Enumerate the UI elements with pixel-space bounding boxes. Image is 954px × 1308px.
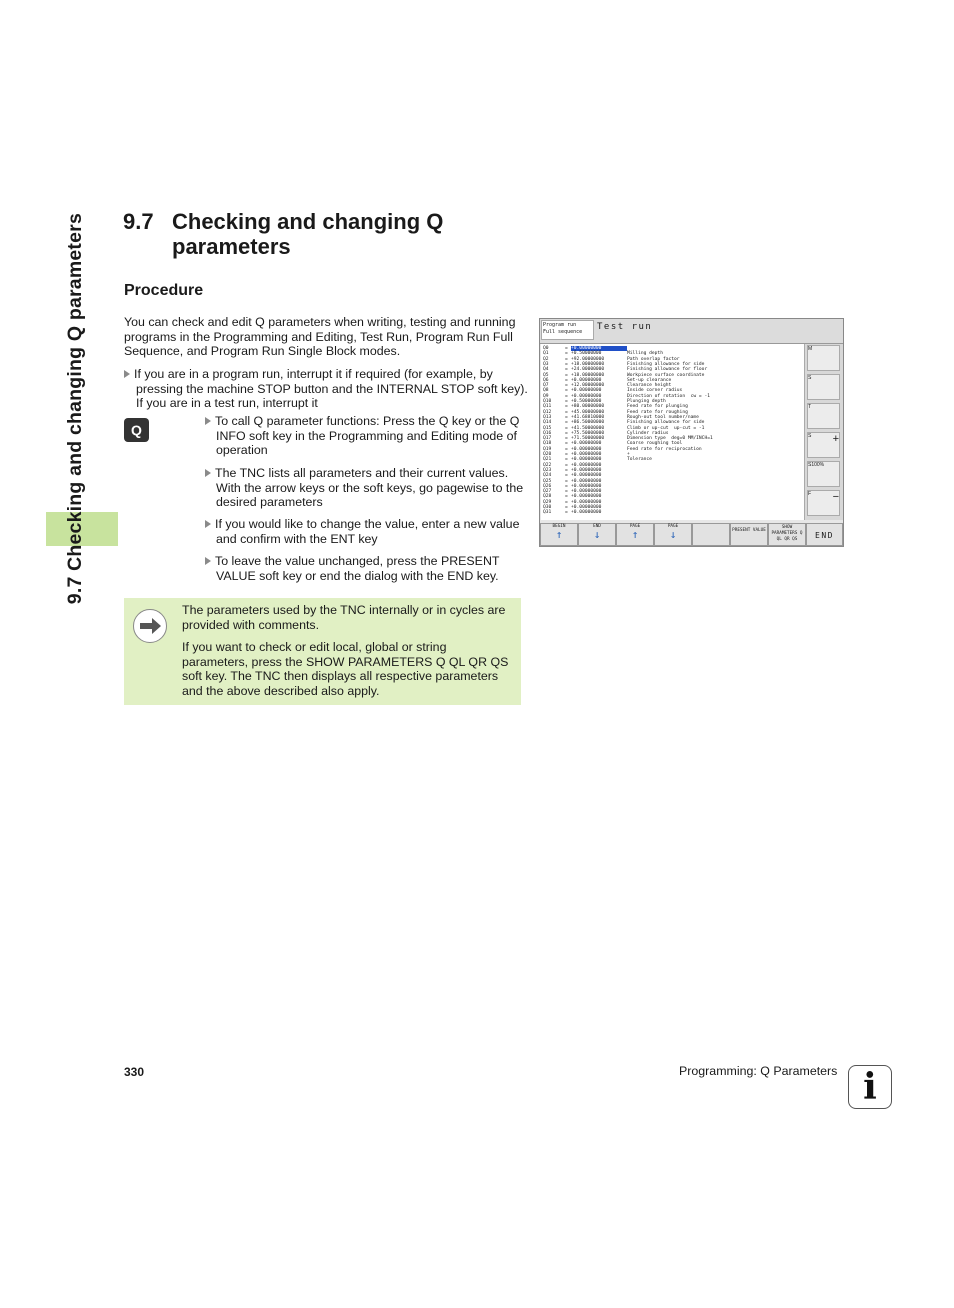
q-name: Q22 bbox=[543, 462, 552, 468]
empty-softkey[interactable] bbox=[692, 523, 730, 546]
q-parameter-row[interactable]: Q21 = +0.00000000 Tolerance bbox=[543, 457, 652, 463]
q-parameter-row[interactable]: Q23 = +0.00000000 bbox=[543, 468, 627, 473]
q-comment: Milling depth bbox=[627, 351, 663, 357]
page-up-softkey[interactable]: PAGE ↑ bbox=[616, 523, 654, 546]
q-name: Q17 bbox=[543, 436, 552, 442]
q-parameter-row[interactable]: Q26 = +0.00000000 bbox=[543, 484, 627, 489]
page-number: 330 bbox=[124, 1065, 145, 1079]
screen-header bbox=[540, 319, 843, 344]
arrow-down-icon: ↓ bbox=[593, 528, 601, 541]
q-name: Q19 bbox=[543, 446, 552, 452]
triangle-bullet-icon bbox=[205, 417, 211, 425]
present-value-softkey[interactable]: PRESENT VALUE bbox=[730, 523, 768, 546]
q-comment: Feed rate for roughing bbox=[627, 409, 688, 415]
note-text-2: If you want to check or edit local, global or string parameters, press the SHOW PARAMETERS Q QL QR QS soft key. The TNC then displays all respective parameters and the above described also apply. bbox=[182, 640, 509, 698]
q-value: +0.00000000 bbox=[571, 473, 602, 479]
q-name: Q23 bbox=[543, 467, 552, 473]
q-key-icon: Q bbox=[124, 418, 149, 442]
q-value: +0.00000000 bbox=[571, 446, 602, 452]
subsection-heading: Procedure bbox=[124, 282, 204, 299]
q-name: Q9 bbox=[543, 393, 549, 399]
feed-minus-button[interactable]: F − bbox=[807, 490, 840, 516]
triangle-bullet-icon bbox=[124, 370, 130, 378]
q-comment: Dimension type deg=0 MM/INCH=1 bbox=[627, 436, 713, 442]
q-comment: Clearance height bbox=[627, 383, 672, 389]
info-icon: i bbox=[848, 1065, 892, 1109]
q-parameter-list[interactable] bbox=[541, 344, 804, 520]
q-name: Q3 bbox=[543, 361, 549, 367]
q-value: +0.00000000 bbox=[571, 499, 602, 505]
triangle-bullet-icon bbox=[205, 520, 211, 528]
side-title-text: 9.7 Checking and changing Q parameters bbox=[64, 213, 86, 605]
bullet-item bbox=[124, 367, 528, 411]
q-value: +86.50000000 bbox=[571, 420, 605, 426]
q-value: +0.00000000 bbox=[571, 393, 602, 399]
q-parameter-row[interactable]: Q15 = +41.50000000 Climb or up-cut up-cut = -1 bbox=[543, 425, 705, 431]
section-title: Checking and changing Q parameters bbox=[172, 209, 444, 259]
q-name: Q11 bbox=[543, 404, 552, 410]
q-value: +45.00000000 bbox=[571, 409, 605, 415]
q-parameter-row[interactable]: Q22 = +0.00000000 bbox=[543, 463, 627, 468]
q-name: Q6 bbox=[543, 377, 549, 383]
q-comment: Finishing allowance for floor bbox=[627, 367, 708, 373]
q-parameter-row[interactable]: Q20 = +0.00000000 + bbox=[543, 452, 630, 457]
bullet-item bbox=[205, 554, 530, 583]
bullet-text: If you would like to change the value, enter a new value and confirm with the ENT key bbox=[215, 517, 520, 546]
bullet-text: To call Q parameter functions: Press the Q key or the Q INFO soft key in the Programming and Editing mode of operation bbox=[215, 414, 520, 457]
q-name: Q29 bbox=[543, 499, 552, 505]
q-parameter-row[interactable]: Q1 = +0.50000000 Milling depth bbox=[543, 351, 663, 357]
q-name: Q21 bbox=[543, 457, 552, 463]
end-page-softkey[interactable]: END ↓ bbox=[578, 523, 616, 546]
intro-paragraph: You can check and edit Q parameters when writing, testing and running programs in the Programming and Editing, Test Run, Program Run Full Sequence, and Program Run Single Block modes. bbox=[124, 315, 516, 358]
q-parameter-row[interactable]: Q17 = +71.50000000 Dimension type deg=0 MM/INCH=1 bbox=[543, 436, 713, 442]
bullet-text: To leave the value unchanged, press the PRESENT VALUE soft key or end the dialog with the END key. bbox=[215, 554, 500, 583]
q-comment: Plunging depth bbox=[627, 399, 666, 404]
tnc-screenshot bbox=[539, 318, 844, 547]
q-parameter-row[interactable]: Q16 = +75.50000000 Cylinder radius bbox=[543, 430, 669, 436]
q-parameter-row[interactable]: Q27 = +0.00000000 bbox=[543, 489, 627, 494]
q-comment: Rough-out tool number/name bbox=[627, 414, 699, 420]
q-value: +0.00000000 bbox=[571, 494, 602, 500]
q-parameter-row[interactable]: Q31 = +0.00000000 bbox=[543, 510, 627, 515]
q-name: Q31 bbox=[543, 510, 552, 516]
mode-line-1: Program run bbox=[543, 322, 577, 328]
q-parameter-row[interactable]: Q6 = +0.00000000 Set-up clearance bbox=[543, 377, 672, 383]
q-value: +0.00000000 bbox=[571, 452, 602, 457]
triangle-bullet-icon bbox=[205, 557, 211, 565]
q-value: +0.00000000 bbox=[571, 346, 627, 351]
chapter-footer: Programming: Q Parameters bbox=[679, 1064, 838, 1078]
q-name: Q2 bbox=[543, 356, 549, 362]
q-name: Q12 bbox=[543, 409, 552, 415]
q-value: +75.50000000 bbox=[571, 430, 605, 436]
q-parameter-row[interactable]: Q7 = +12.00000000 Clearance height bbox=[543, 383, 672, 389]
q-value: +0.50000000 bbox=[571, 351, 602, 357]
q-name: Q10 bbox=[543, 399, 552, 404]
q-value: +24.00000000 bbox=[571, 367, 605, 373]
bullet-item bbox=[205, 466, 530, 510]
q-value: +0.00000000 bbox=[571, 462, 602, 468]
q-name: Q4 bbox=[543, 367, 549, 373]
q-comment: Workpiece surface coordinate bbox=[627, 372, 705, 378]
q-parameter-row[interactable]: Q4 = +24.00000000 Finishing allowance for floor bbox=[543, 367, 708, 373]
q-parameter-row[interactable]: Q11 = +80.00000000 Feed rate for plunging bbox=[543, 404, 688, 410]
q-parameter-row[interactable]: Q2 = +92.00000000 Path overlap factor bbox=[543, 356, 680, 362]
q-value: +0.50000000 bbox=[571, 399, 602, 404]
q-parameter-row[interactable]: Q13 = +41.68810000 Rough-out tool number/name bbox=[543, 414, 699, 420]
q-name: Q15 bbox=[543, 425, 552, 431]
q-parameter-row[interactable]: Q0 = +0.00000000 bbox=[543, 346, 627, 351]
q-name: Q24 bbox=[543, 473, 552, 479]
q-parameter-row[interactable]: Q24 = +0.00000000 bbox=[543, 473, 627, 478]
q-parameter-row[interactable]: Q29 = +0.00000000 bbox=[543, 500, 627, 505]
q-value: +71.50000000 bbox=[571, 436, 605, 442]
section-heading bbox=[123, 209, 523, 259]
q-comment: Path overlap factor bbox=[627, 356, 680, 362]
end-softkey[interactable]: END bbox=[806, 523, 843, 546]
q-name: Q8 bbox=[543, 388, 549, 394]
q-name: Q25 bbox=[543, 478, 552, 484]
arrow-up-icon: ↑ bbox=[555, 528, 563, 541]
q-comment: Climb or up-cut up-cut = -1 bbox=[627, 425, 705, 431]
q-value: +18.00000000 bbox=[571, 361, 605, 367]
q-name: Q20 bbox=[543, 452, 552, 457]
mode-box bbox=[541, 320, 594, 340]
q-value: +92.00000000 bbox=[571, 356, 605, 362]
q-name: Q0 bbox=[543, 346, 549, 351]
spindle-plus-button[interactable]: S + bbox=[807, 432, 840, 458]
q-parameter-row[interactable]: Q12 = +45.00000000 Feed rate for roughing bbox=[543, 409, 688, 415]
q-comment: Inside corner radius bbox=[627, 388, 683, 394]
q-value: +0.00000000 bbox=[571, 489, 602, 495]
q-parameter-row[interactable]: Q19 = +0.00000000 Feed rate for reciprocation bbox=[543, 446, 702, 452]
section-number: 9.7 bbox=[123, 209, 154, 234]
q-comment: Coarse roughing tool bbox=[627, 441, 683, 447]
q-name: Q28 bbox=[543, 494, 552, 500]
q-name: Q27 bbox=[543, 489, 552, 495]
q-name: Q30 bbox=[543, 505, 552, 510]
q-value: +0.00000000 bbox=[571, 510, 602, 516]
bullet-item bbox=[205, 414, 530, 458]
q-value: +0.00000000 bbox=[571, 441, 602, 447]
softkey-bar bbox=[540, 523, 843, 546]
q-name: Q14 bbox=[543, 420, 552, 426]
q-comment: Set-up clearance bbox=[627, 377, 672, 383]
q-value: +0.00000000 bbox=[571, 505, 602, 510]
q-name: Q16 bbox=[543, 430, 552, 436]
bullet-text: The TNC lists all parameters and their current values. With the arrow keys or the soft keys, go pagewise to the desired parameters bbox=[215, 466, 524, 509]
begin-softkey[interactable]: BEGIN ↑ bbox=[540, 523, 578, 546]
q-parameter-row[interactable]: Q5 = +18.00000000 Workpiece surface coordinate bbox=[543, 372, 705, 378]
q-value: +41.50000000 bbox=[571, 425, 605, 431]
q-value: +0.00000000 bbox=[571, 457, 602, 463]
mode-line-2: Full sequence bbox=[543, 329, 583, 335]
q-parameter-row[interactable]: Q8 = +0.00000000 Inside corner radius bbox=[543, 388, 683, 394]
q-comment: Cylinder radius bbox=[627, 430, 669, 436]
q-parameter-row[interactable]: Q30 = +0.00000000 bbox=[543, 505, 627, 510]
tool-button[interactable]: T bbox=[807, 403, 840, 429]
q-comment: Feed rate for reciprocation bbox=[627, 446, 702, 452]
q-comment: Tolerance bbox=[627, 457, 652, 463]
show-parameters-softkey[interactable]: SHOW PARAMETERS Q QL QR QS bbox=[768, 523, 806, 546]
arrow-down-icon: ↓ bbox=[669, 528, 677, 541]
q-parameter-row[interactable]: Q9 = +0.00000000 Direction of rotation cw = -1 bbox=[543, 393, 710, 399]
q-value: +0.00000000 bbox=[571, 377, 602, 383]
q-name: Q5 bbox=[543, 372, 549, 378]
q-comment: Finishing allowance for side bbox=[627, 420, 705, 426]
q-value: +0.00000000 bbox=[571, 478, 602, 484]
mode-title: Test run bbox=[597, 322, 653, 332]
q-comment: Finishing allowance for side bbox=[627, 361, 705, 367]
note-text-1: The parameters used by the TNC internally or in cycles are provided with comments. bbox=[182, 603, 506, 632]
q-comment: + bbox=[627, 452, 630, 457]
page-down-softkey[interactable]: PAGE ↓ bbox=[654, 523, 692, 546]
q-name: Q7 bbox=[543, 383, 549, 389]
q-parameter-row[interactable]: Q14 = +86.50000000 Finishing allowance for side bbox=[543, 420, 705, 426]
triangle-bullet-icon bbox=[205, 469, 211, 477]
q-name: Q1 bbox=[543, 351, 549, 357]
m-function-button[interactable]: M bbox=[807, 345, 840, 371]
spindle-button[interactable]: S bbox=[807, 374, 840, 400]
q-value: +41.68810000 bbox=[571, 414, 605, 420]
q-value: +0.00000000 bbox=[571, 388, 602, 394]
q-value: +80.00000000 bbox=[571, 404, 605, 410]
q-parameter-row[interactable]: Q25 = +0.00000000 bbox=[543, 479, 627, 484]
q-parameter-row[interactable]: Q28 = +0.00000000 bbox=[543, 494, 627, 499]
spindle-override-button[interactable]: S100% bbox=[807, 461, 840, 487]
q-value: +18.00000000 bbox=[571, 372, 605, 378]
q-value: +0.00000000 bbox=[571, 483, 602, 489]
q-comment: Feed rate for plunging bbox=[627, 404, 688, 410]
bullet-item bbox=[205, 517, 530, 546]
q-parameter-row[interactable]: Q18 = +0.00000000 Coarse roughing tool bbox=[543, 441, 683, 447]
q-parameter-row[interactable]: Q3 = +18.00000000 Finishing allowance for side bbox=[543, 361, 705, 367]
q-comment: Direction of rotation cw = -1 bbox=[627, 393, 710, 399]
right-softkey-column bbox=[804, 344, 843, 520]
arrow-up-icon: ↑ bbox=[631, 528, 639, 541]
q-name: Q18 bbox=[543, 441, 552, 447]
q-name: Q26 bbox=[543, 483, 552, 489]
q-value: +12.00000000 bbox=[571, 383, 605, 389]
q-name: Q13 bbox=[543, 414, 552, 420]
q-parameter-row[interactable]: Q10 = +0.50000000 Plunging depth bbox=[543, 399, 666, 404]
arrow-right-icon bbox=[133, 609, 167, 643]
q-value: +0.00000000 bbox=[571, 467, 602, 473]
bullet-text: If you are in a program run, interrupt it if required (for example, by pressing the machine STOP button and the INTERNAL STOP soft key). If you are in a test run, interrupt it bbox=[134, 367, 528, 410]
